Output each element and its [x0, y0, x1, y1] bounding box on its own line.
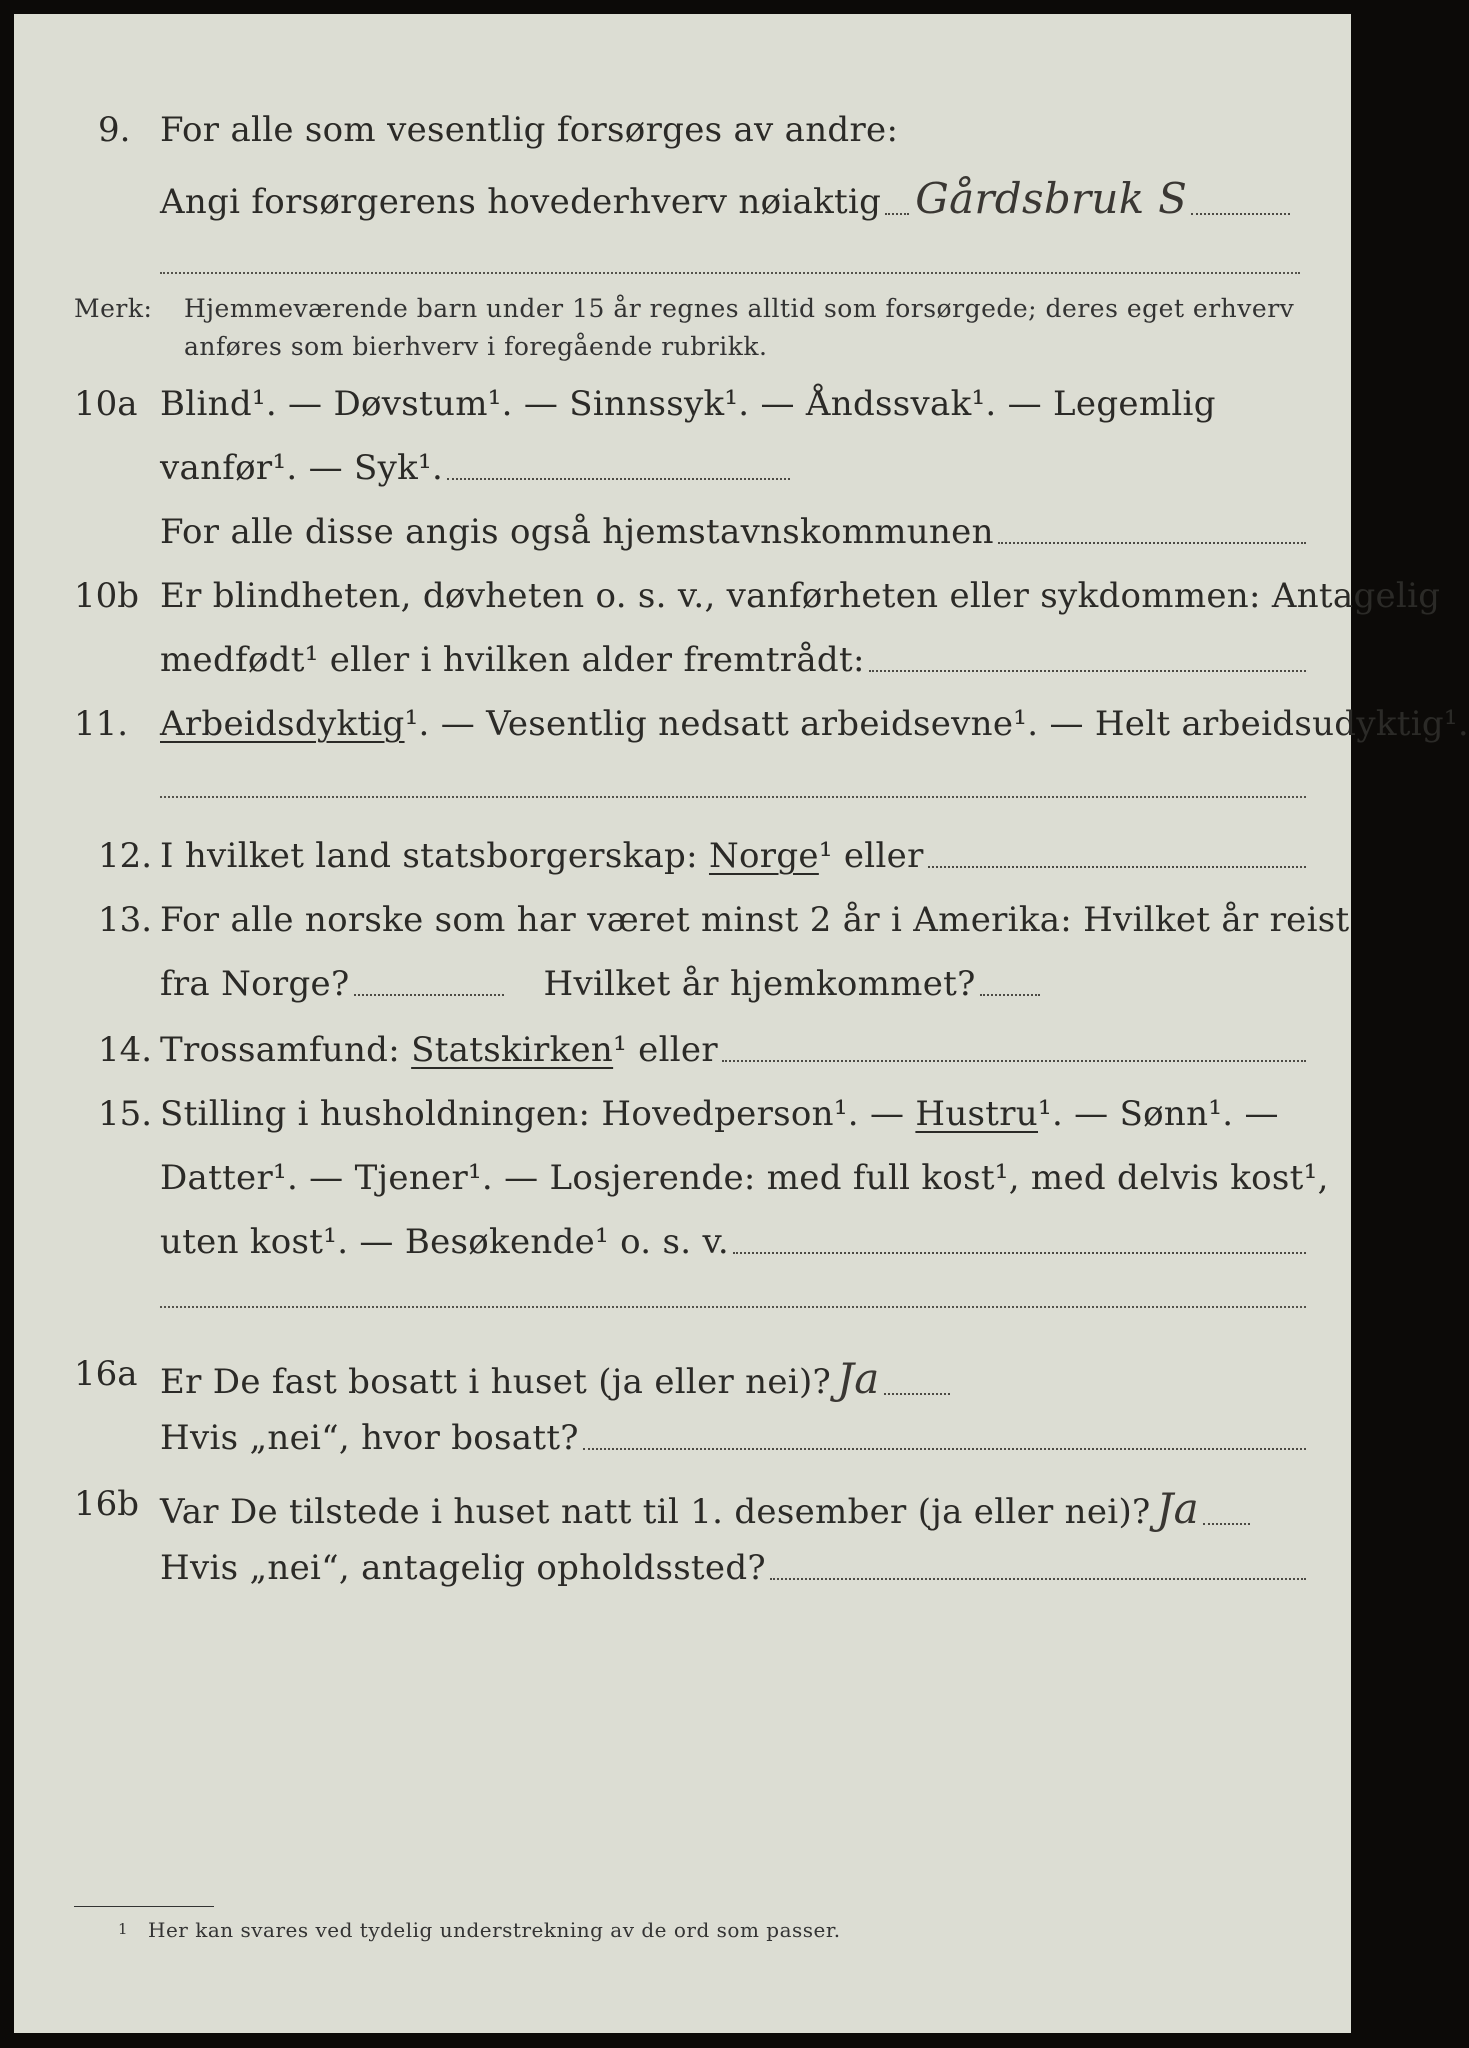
q13-line1: For alle norske som har været minst 2 år i Amerika: Hvilket år reist — [160, 900, 1350, 940]
q13-number: 13. — [98, 900, 153, 940]
footnote-mark: 1 — [118, 1920, 129, 1938]
q10b-line1: Er blindheten, døvheten o. s. v., vanførheten eller sykdommen: Antagelig — [160, 576, 1441, 616]
q16a-answer: Ja — [837, 1354, 880, 1403]
q11-number: 11. — [74, 704, 129, 744]
q10b-line2: medfødt¹ eller i hvilken alder fremtrådt: — [160, 640, 1306, 680]
q9-line2 — [160, 174, 1290, 223]
footnote-text: Her kan svares ved tydelig understrekning av de ord som passer. — [148, 1918, 841, 1942]
q16b-answer: Ja — [1156, 1484, 1200, 1533]
q12-selected-option: Norge — [708, 836, 819, 876]
q15-line2: Datter¹. — Tjener¹. — Losjerende: med full kost¹, med delvis kost¹, — [160, 1158, 1329, 1198]
merk-label: Merk: — [74, 294, 153, 323]
q12-number: 12. — [98, 836, 153, 876]
q16b-number: 16b — [74, 1484, 140, 1524]
q14-number: 14. — [98, 1030, 153, 1070]
merk-line2: anføres som bierhverv i foregående rubrikk. — [184, 332, 768, 361]
q10a-line3: For alle disse angis også hjemstavnskommunen — [160, 512, 1306, 552]
q9-question: For alle som vesentlig forsørges av andre: — [160, 110, 899, 150]
q11-extra-line — [160, 796, 1306, 798]
q15-extra-line — [160, 1306, 1306, 1308]
q11-selected-option: Arbeidsdyktig — [160, 704, 405, 744]
q10a-line2: vanfør¹. — Syk¹. — [160, 448, 790, 488]
q10b-number: 10b — [74, 576, 140, 616]
census-form-page — [14, 14, 1469, 2033]
q16b-line1: Var De tilstede i huset natt til 1. desember (ja eller nei)? Ja — [160, 1484, 1250, 1533]
q15-line1: Stilling i husholdningen: Hovedperson¹. — Hustru ¹. — Sønn¹. — — [160, 1094, 1279, 1134]
merk-line1: Hjemmeværende barn under 15 år regnes alltid som forsørgede; deres eget erhverv — [184, 294, 1295, 323]
footnote-rule — [74, 1906, 214, 1907]
q15-line3: uten kost¹. — Besøkende¹ o. s. v. — [160, 1222, 1306, 1262]
q13-line2: fra Norge? Hvilket år hjemkommet? — [160, 964, 1040, 1004]
q16b-line2: Hvis „nei“, antagelig opholdssted? — [160, 1548, 1306, 1588]
q16a-line2: Hvis „nei“, hvor bosatt? — [160, 1418, 1306, 1458]
q10a-line1: Blind¹. — Døvstum¹. — Sinnssyk¹. — Åndssvak¹. — Legemlig — [160, 384, 1216, 424]
q9-label: Angi forsørgerens hovederhverv nøiaktig — [160, 182, 882, 222]
q14-selected-option: Statskirken — [411, 1030, 614, 1070]
q14-line: Trossamfund: Statskirken ¹ eller — [160, 1030, 1306, 1070]
q15-number: 15. — [98, 1094, 153, 1134]
q9-extra-line — [160, 272, 1300, 274]
q12-line: I hvilket land statsborgerskap: Norge ¹ eller — [160, 836, 1306, 876]
q9-line1 — [160, 110, 1300, 150]
q15-selected-option: Hustru — [915, 1094, 1039, 1134]
q9-number: 9. — [98, 110, 131, 150]
q16a-line1: Er De fast bosatt i huset (ja eller nei)? Ja — [160, 1354, 950, 1403]
q11-line: Arbeidsdyktig ¹. — Vesentlig nedsatt arbeidsevne¹. — Helt arbeidsudyktig¹. — [160, 704, 1469, 744]
q10a-number: 10a — [74, 384, 138, 424]
q9-answer: Gårdsbruk S — [915, 174, 1188, 223]
q16a-number: 16a — [74, 1354, 138, 1394]
